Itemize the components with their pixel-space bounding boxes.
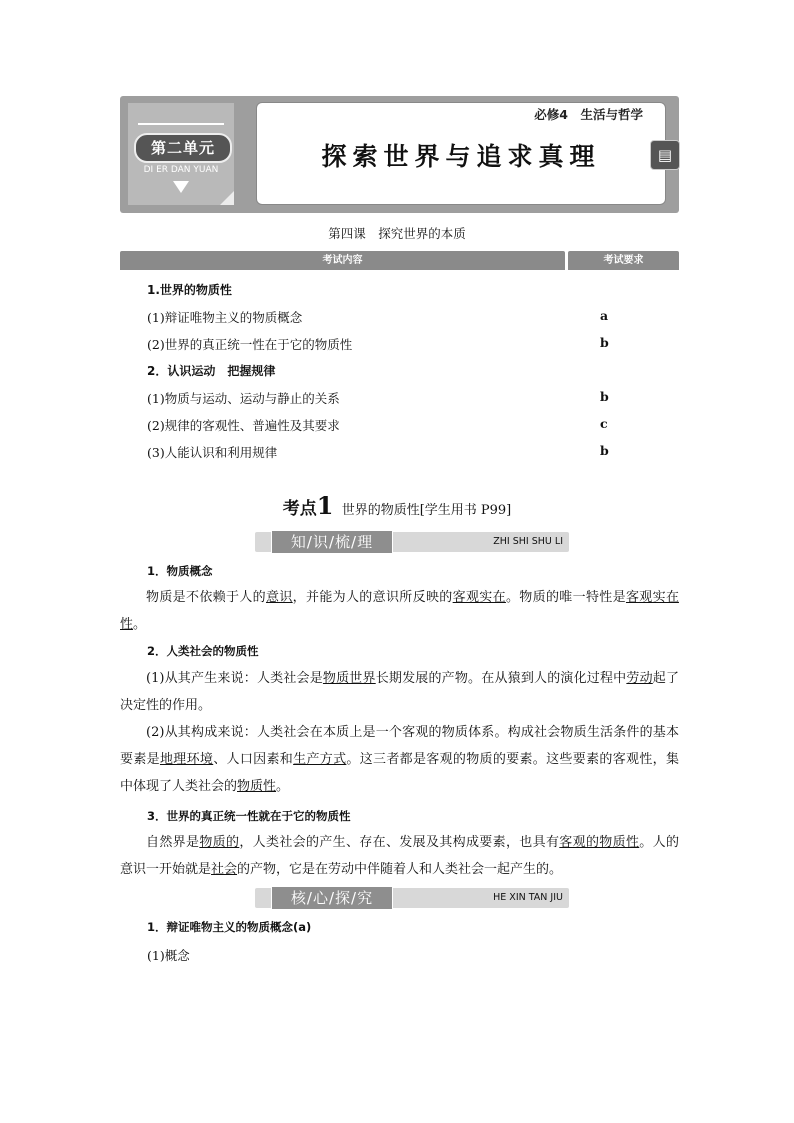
underlined-term: 社会 <box>211 862 238 877</box>
heading-world-unity: 3．世界的真正统一性就在于它的物质性 <box>147 809 351 823</box>
underlined-term: 物质性 <box>237 779 277 794</box>
underlined-term: 劳动 <box>626 671 653 686</box>
book-label: 必修4 生活与哲学 <box>534 107 643 122</box>
paragraph-matter-concept <box>120 584 679 638</box>
book-search-icon: ▤ <box>650 140 680 170</box>
table-req: a <box>600 308 609 323</box>
subheading-concept: (1)概念 <box>147 948 190 963</box>
text: 。人的意识一开始就是 <box>120 835 679 877</box>
table-req: c <box>600 416 608 431</box>
table-req: b <box>600 335 609 350</box>
underlined-term: 客观的物质性 <box>559 835 640 850</box>
section-bar-knowledge <box>255 532 569 552</box>
table-row: 2．认识运动 把握规律 <box>147 364 276 378</box>
exam-point-heading <box>0 491 794 520</box>
table-row: (2)规律的客观性、普遍性及其要求 <box>147 418 340 433</box>
unit-pinyin: DI ER DAN YUAN <box>143 165 219 175</box>
section-bar-core <box>255 888 569 908</box>
underlined-term: 物质的 <box>199 835 240 850</box>
section-pinyin: ZHI SHI SHU LI <box>493 536 563 547</box>
table-header-requirement: 考试要求 <box>568 251 679 270</box>
text: ，并能为人的意识所反映的 <box>292 590 453 605</box>
text: 、人口因素和 <box>213 752 294 767</box>
unit-label: 第二单元 <box>134 133 232 163</box>
underlined-term: 物质世界 <box>322 671 376 686</box>
underlined-term: 意识 <box>265 590 293 605</box>
paragraph-world-unity <box>120 829 679 883</box>
title-card <box>256 102 666 205</box>
exam-point-number: 1 <box>316 491 334 520</box>
paragraph-society-composition <box>120 719 679 800</box>
table-row: (2)世界的真正统一性在于它的物质性 <box>147 337 353 352</box>
underlined-term: 地理环境 <box>159 752 214 767</box>
text: 自然界是 <box>146 835 200 850</box>
arrow-down-icon <box>173 181 189 193</box>
text: (2)从其构成来说：人类社会在本质上是一个客观的物质体系。构成社会物质生活条件的基本要素是 <box>120 725 679 767</box>
page-fold-icon <box>220 191 234 205</box>
underlined-term: 客观实在 <box>452 590 506 605</box>
paragraph-society-origin <box>120 665 679 719</box>
ribbon-decoration <box>138 123 224 131</box>
text: 起了决定性的作用。 <box>120 671 679 713</box>
lesson-title: 第四课 探究世界的本质 <box>328 226 466 241</box>
text: 。物质的唯一特性是 <box>505 590 626 605</box>
text: 的产物，它是在劳动中伴随着人和人类社会一起产生的。 <box>237 862 563 877</box>
unit-title: 探索世界与追求真理 <box>321 142 601 171</box>
table-row: (1)物质与运动、运动与静止的关系 <box>147 391 340 406</box>
text: 。这三者都是客观的物质的要素。这些要素的客观性，集中体现了人类社会的 <box>120 752 679 794</box>
underlined-term: 生产方式 <box>293 752 347 767</box>
text: 长期发展的产物。在从猿到人的演化过程中 <box>375 671 627 686</box>
text: (1)从其产生来说：人类社会是 <box>146 671 323 686</box>
table-req: b <box>600 443 609 458</box>
section-pinyin: HE XIN TAN JIU <box>493 892 563 903</box>
underlined-term: 客观实在性 <box>120 590 679 632</box>
table-row: (1)辩证唯物主义的物质概念 <box>147 310 303 325</box>
text: ，人类社会的产生、存在、发展及其构成要素，也具有 <box>239 835 560 850</box>
unit-badge <box>128 103 234 205</box>
heading-dialectical-matter: 1．辩证唯物主义的物质概念(a) <box>147 920 312 934</box>
table-header-content: 考试内容 <box>120 251 565 270</box>
table-row: 1.世界的物质性 <box>147 283 232 297</box>
text: 。 <box>133 617 147 632</box>
exam-point-title: 世界的物质性[学生用书 P99] <box>341 503 512 518</box>
table-row: (3)人能认识和利用规律 <box>147 445 278 460</box>
exam-point-prefix: 考点 <box>282 499 317 519</box>
section-label: 核/心/探/究 <box>271 886 393 910</box>
heading-matter-concept: 1．物质概念 <box>147 564 213 578</box>
table-req: b <box>600 389 609 404</box>
text: 物质是不依赖于人的 <box>146 590 266 605</box>
section-label: 知/识/梳/理 <box>271 530 393 554</box>
text: 。 <box>276 779 290 794</box>
heading-society-materiality: 2．人类社会的物质性 <box>147 644 259 658</box>
